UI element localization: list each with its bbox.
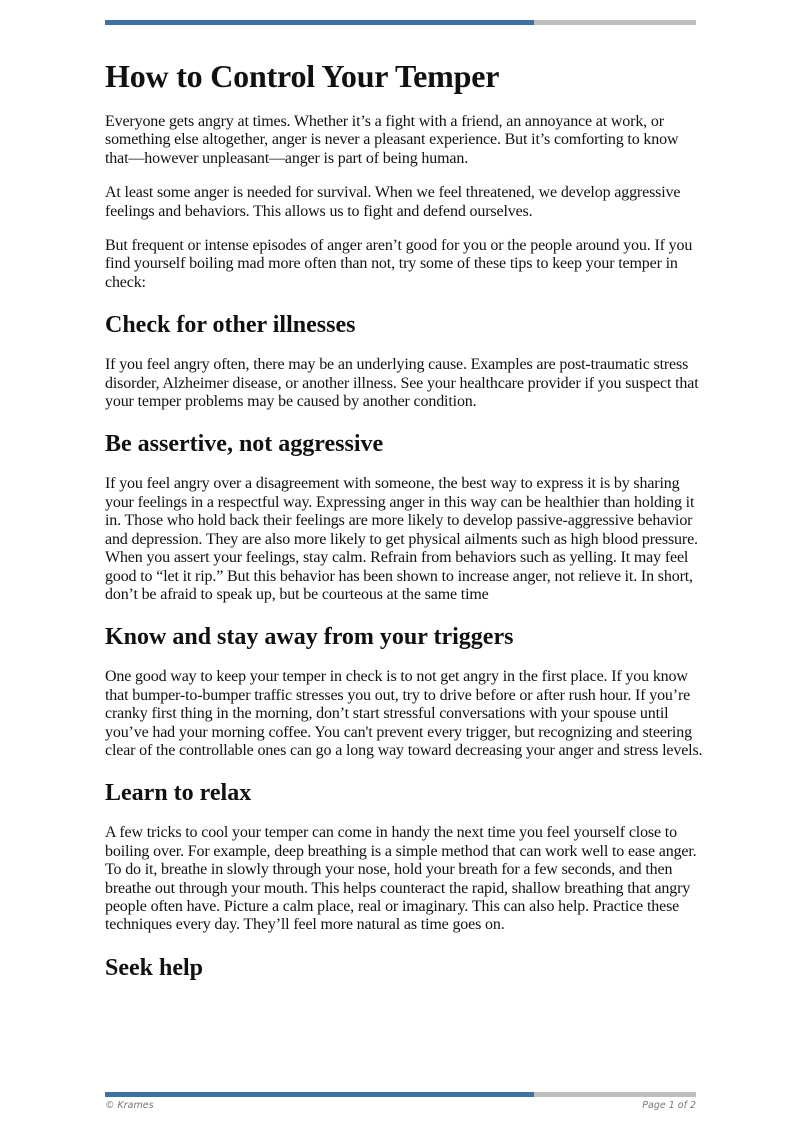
footer-progress-bar	[105, 1092, 696, 1097]
intro-paragraph-2: At least some anger is needed for survival. When we feel threatened, we develop aggressive feelings and behaviors. This allows us to fight and defend ourselves.	[105, 184, 681, 220]
intro-paragraph-1: Everyone gets angry at times. Whether it’s a fight with a friend, an annoyance at work, or something else altogether, anger is never a pleasant experience. But it’s comforting to know that—however unpleasant—anger is part of being human.	[105, 113, 679, 167]
section-body: One good way to keep your temper in check is to not get angry in the first place. If you know that bumper-to-bumper traffic stresses you out, try to drive before or after rush hour. If you’re cranky first thing in the morning, don’t start stressful conversations with your spouse until you’ve had your morning coffee. You can't prevent every trigger, but recognizing and steering clear of the controllable ones can go a long way toward decreasing your anger and stress levels.	[105, 668, 703, 759]
section-heading: Seek help	[105, 954, 204, 981]
section-heading: Check for other illnesses	[105, 312, 356, 339]
section-seek-help	[105, 953, 705, 983]
footer-copyright: © Krames	[105, 1100, 154, 1111]
section-body: If you feel angry often, there may be an underlying cause. Examples are post-traumatic stress disorder, Alzheimer disease, or another illness. See your healthcare provider if you suspect that your temper problems may be caused by another condition.	[105, 356, 699, 411]
footer-page-number: Page 1 of 2	[642, 1100, 696, 1111]
header-progress-bar	[105, 20, 696, 25]
section-heading: Learn to relax	[105, 780, 252, 807]
section-learn-relax	[105, 778, 705, 934]
footer-bar-blue-segment	[105, 1092, 534, 1097]
section-be-assertive	[105, 429, 705, 604]
section-know-triggers	[105, 622, 705, 760]
intro-paragraph-3: But frequent or intense episodes of anger aren’t good for you or the people around you. If you find yourself boiling mad more often than not, try some of these tips to keep your temper in check:	[105, 237, 693, 291]
header-bar-gray-segment	[534, 20, 696, 25]
footer-bar-gray-segment	[534, 1092, 696, 1097]
section-check-illnesses	[105, 310, 705, 411]
section-body: A few tricks to cool your temper can come in handy the next time you feel yourself close to boiling over. For example, deep breathing is a simple method that can work well to ease anger. To do it, breathe in slowly through your nose, hold your breath for a few seconds, and then breathe out through your mouth. This helps counteract the rapid, shallow breathing that angry people often have. Picture a calm place, real or imaginary. This can also help. Practice these techniques every day. They’ll feel more natural as time goes on.	[105, 824, 697, 934]
section-body: If you feel angry over a disagreement with someone, the best way to express it is by sharing your feelings in a respectful way. Expressing anger in this way can be healthier than holding it in. Those who hold back their feelings are more likely to develop passive-aggressive behavior and depression. They are also more likely to get physical ailments such as high blood pressure. When you assert your feelings, stay calm. Refrain from behaviors such as yelling. It may feel good to “let it rip.” But this behavior has been shown to increase anger, not relieve it. In short, don’t be afraid to speak up, but be courteous at the same time	[105, 475, 698, 603]
page-title: How to Control Your Temper	[105, 58, 500, 94]
section-heading: Know and stay away from your triggers	[105, 624, 514, 651]
section-heading: Be assertive, not aggressive	[105, 431, 384, 458]
header-bar-blue-segment	[105, 20, 534, 25]
document-body	[105, 56, 705, 999]
